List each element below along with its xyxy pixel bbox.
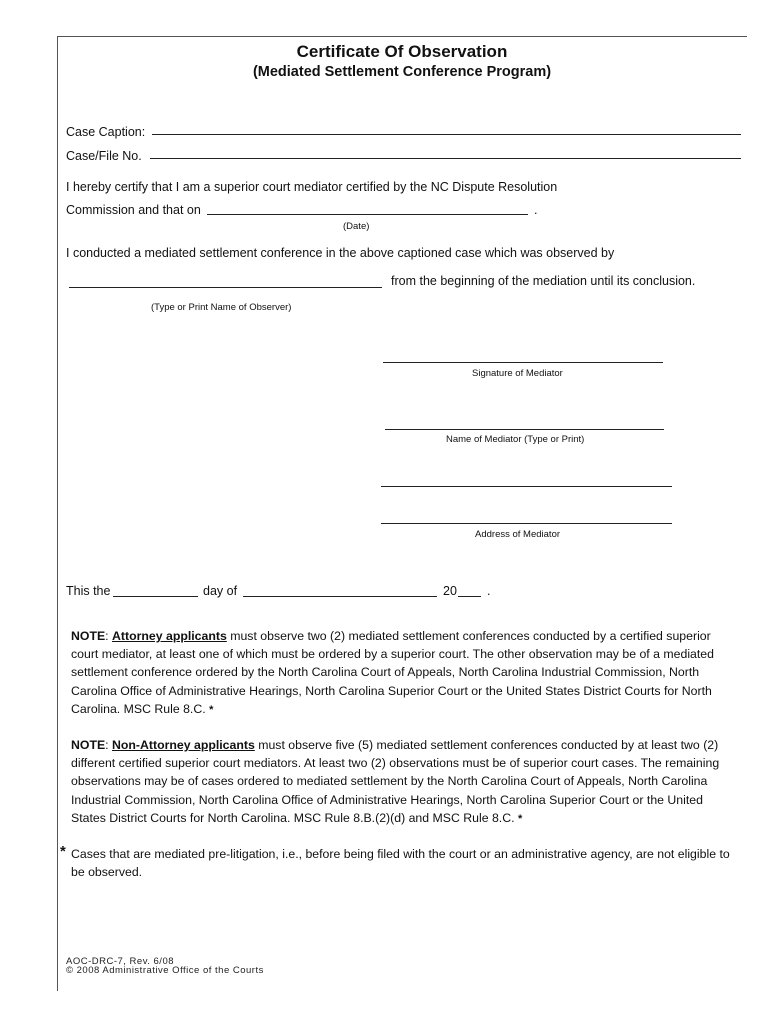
- day-of-label: day of: [203, 584, 238, 598]
- attorney-note: NOTE: Attorney applicants must observe two (2) mediated settlement conferences conducted by a certified superior court mediator, at least one of which must be ordered by a superior court. The other observation may be of a mediated settlement conference ordered by the North Carolina Court of Appeals, North Carolina Industrial Commission, North Carolina Office of Administrative Hearings, North Carolina Superior Court or the United States District Courts for North Carolina. MSC Rule 8.C. *: [71, 629, 714, 716]
- conducted-text: I conducted a mediated settlement conference in the above captioned case which was observed by: [66, 246, 615, 260]
- from-beginning-text: from the beginning of the mediation until its conclusion.: [391, 274, 696, 288]
- month-field[interactable]: [243, 596, 437, 597]
- mediator-name-caption: Name of Mediator (Type or Print): [446, 434, 585, 445]
- certify-text-line1: I hereby certify that I am a superior court mediator certified by the NC Dispute Resolution: [66, 180, 558, 194]
- date-end-period: .: [487, 584, 491, 598]
- asterisk-icon: *: [209, 703, 214, 716]
- certify-text-line2: Commission and that on: [66, 203, 201, 217]
- copyright-text: © 2008 Administrative Office of the Courts: [66, 965, 264, 976]
- non-attorney-applicants-label: Non-Attorney applicants: [112, 738, 255, 752]
- note-label: NOTE: [71, 629, 106, 643]
- note-label: NOTE: [71, 738, 106, 752]
- date-caption: (Date): [343, 221, 370, 232]
- case-file-label: Case/File No.: [66, 149, 142, 163]
- attorney-note-text: must observe two (2) mediated settlement conferences conducted by a certified superior court mediator, at least one of which must be ordered by a superior court. The other observation may be of a mediated settlement conference ordered by the North Carolina Court of Appeals, North Carolina Industrial Commission, North Carolina Office of Administrative Hearings, North Carolina Superior Court or the United States District Courts for North Carolina. MSC Rule 8.C.: [71, 629, 714, 716]
- case-file-field[interactable]: [150, 158, 741, 159]
- non-attorney-note-text: must observe five (5) mediated settlement conferences conducted by at least two (2) different certified superior court mediators. At least two (2) observations must be of superior court cases. The remaining observations may be of cases ordered to mediated settlement by the North Carolina Court of Appeals, North Carolina Industrial Commission, North Carolina Office of Administrative Hearings, North Carolina Superior Court or the United States District Courts for North Carolina. MSC Rule 8.B.(2)(d) and MSC Rule 8.C.: [71, 738, 720, 825]
- signature-field[interactable]: [383, 362, 663, 363]
- year-prefix: 20: [443, 584, 457, 598]
- certify-period: .: [534, 203, 538, 217]
- observer-name-field[interactable]: [69, 287, 382, 288]
- date-field[interactable]: [207, 214, 528, 215]
- non-attorney-note: NOTE: Non-Attorney applicants must observe five (5) mediated settlement conferences conducted by at least two (2) different certified superior court mediators. At least two (2) observations must be of superior court cases. The remaining observations may be of cases ordered to mediated settlement by the North Carolina Court of Appeals, North Carolina Industrial Commission, North Carolina Office of Administrative Hearings, North Carolina Superior Court or the United States District Courts for North Carolina. MSC Rule 8.B.(2)(d) and MSC Rule 8.C. *: [71, 738, 720, 825]
- form-title: Certificate Of Observation: [296, 42, 508, 61]
- asterisk-icon: *: [517, 812, 523, 825]
- frame-top-rule: [57, 36, 747, 37]
- day-field[interactable]: [113, 596, 198, 597]
- form-subtitle: (Mediated Settlement Conference Program): [252, 64, 552, 80]
- footnote-asterisk-icon: *: [60, 843, 66, 860]
- address-line2-field[interactable]: [381, 523, 672, 524]
- case-caption-field[interactable]: [152, 134, 741, 135]
- signature-caption: Signature of Mediator: [472, 368, 563, 379]
- address-caption: Address of Mediator: [475, 529, 561, 540]
- observer-caption: (Type or Print Name of Observer): [151, 302, 292, 313]
- footnote-text: Cases that are mediated pre-litigation, i.e., before being filed with the court or an administrative agency, are not eligible to be observed.: [71, 847, 730, 880]
- frame-left-rule: [57, 36, 58, 991]
- address-line1-field[interactable]: [381, 486, 672, 487]
- year-field[interactable]: [458, 596, 481, 597]
- mediator-name-field[interactable]: [385, 429, 664, 430]
- case-caption-label: Case Caption:: [66, 125, 146, 139]
- this-the-label: This the: [66, 584, 111, 598]
- attorney-applicants-label: Attorney applicants: [112, 629, 227, 643]
- form-number: AOC-DRC-7, Rev. 6/08: [66, 956, 175, 967]
